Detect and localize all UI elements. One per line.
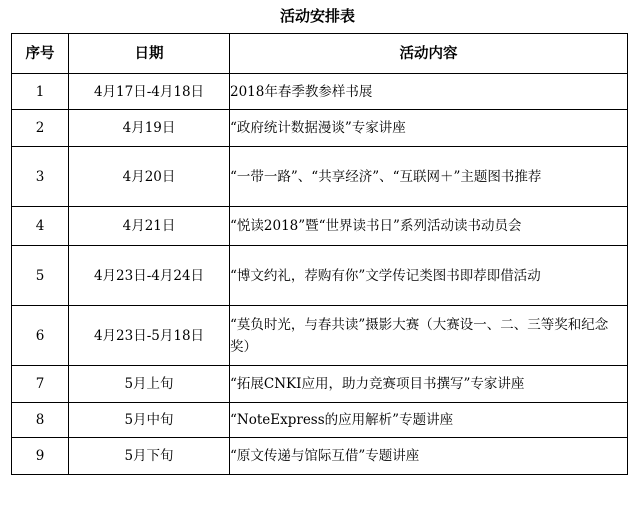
row-date: 4月21日: [69, 207, 230, 246]
table-row: [12, 147, 628, 207]
row-number: 8: [12, 403, 69, 438]
header-content: 活动内容: [230, 34, 628, 74]
row-date: 4月23日-4月24日: [69, 246, 230, 306]
table-row: [12, 366, 628, 403]
table-row: [12, 438, 628, 475]
row-date: 5月上旬: [69, 366, 230, 403]
row-number: 9: [12, 438, 69, 475]
row-date: 4月19日: [69, 110, 230, 147]
table-row: [12, 207, 628, 246]
row-number: 3: [12, 147, 69, 207]
row-date: 4月23日-5月18日: [69, 306, 230, 366]
row-number: 2: [12, 110, 69, 147]
row-activity: “悦读2018”暨“世界读书日”系列活动读书动员会: [230, 207, 628, 246]
row-activity: “一带一路”、“共享经济”、“互联网＋”主题图书推荐: [230, 147, 628, 207]
header-no: 序号: [12, 34, 69, 74]
row-number: 4: [12, 207, 69, 246]
row-number: 7: [12, 366, 69, 403]
row-number: 1: [12, 74, 69, 110]
row-number: 5: [12, 246, 69, 306]
row-activity: “政府统计数据漫谈”专家讲座: [230, 110, 628, 147]
page-title: 活动安排表: [279, 7, 355, 25]
table-row: [12, 246, 628, 306]
table-header-row: [12, 34, 628, 74]
row-activity: “拓展CNKI应用，助力竞赛项目书撰写”专家讲座: [230, 366, 628, 403]
table-row: [12, 74, 628, 110]
row-date: 5月下旬: [69, 438, 230, 475]
row-date: 5月中旬: [69, 403, 230, 438]
row-activity: “NoteExpress的应用解析”专题讲座: [230, 403, 628, 438]
table-row: [12, 306, 628, 366]
row-date: 4月20日: [69, 147, 230, 207]
table-row: [12, 110, 628, 147]
row-number: 6: [12, 306, 69, 366]
row-date: 4月17日-4月18日: [69, 74, 230, 110]
table-row: [12, 403, 628, 438]
header-date: 日期: [69, 34, 230, 74]
row-activity: 2018年春季教参样书展: [230, 74, 628, 110]
row-activity: “博文约礼，荐购有你”文学传记类图书即荐即借活动: [230, 246, 628, 306]
row-activity: “莫负时光，与春共读”摄影大赛（大赛设一、二、三等奖和纪念奖）: [230, 306, 628, 366]
schedule-table: [11, 33, 628, 475]
row-activity: “原文传递与馆际互借”专题讲座: [230, 438, 628, 475]
